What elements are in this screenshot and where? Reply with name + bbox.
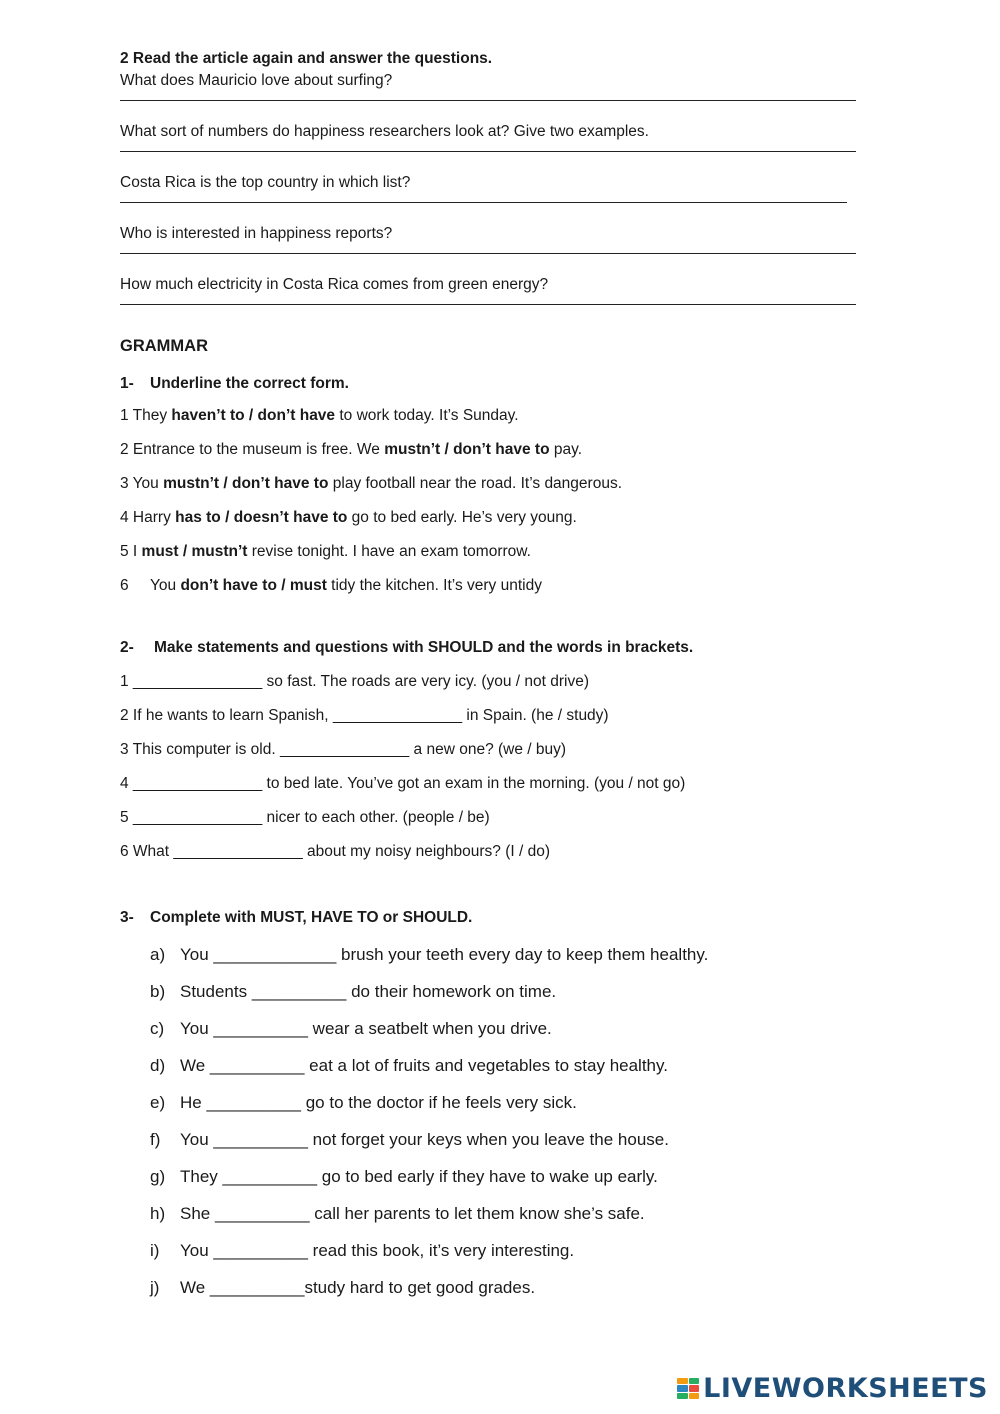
item-letter: j) <box>150 1278 160 1297</box>
item-text: 4 Harry <box>120 509 176 526</box>
exercise-1-item <box>120 507 860 529</box>
exercise-3-title <box>120 907 860 929</box>
item-options[interactable]: haven’t to / don’t have <box>171 407 336 424</box>
exercise-1-item <box>120 575 860 597</box>
exercise-3-item[interactable] <box>150 981 860 1003</box>
item-letter: c) <box>150 1019 165 1038</box>
item-letter: b) <box>150 982 166 1001</box>
item-text: pay. <box>549 441 582 458</box>
exercise-2-item[interactable]: 5 _______________ nicer to each other. (people / be) <box>120 809 490 826</box>
exercise-2-item[interactable]: 4 _______________ to bed late. You’ve got an exam in the morning. (you / not go) <box>120 775 686 792</box>
answer-line[interactable] <box>120 100 856 101</box>
answer-line[interactable] <box>120 202 847 203</box>
item-text: 2 Entrance to the museum is free. We <box>120 441 385 458</box>
exercise-3-item[interactable] <box>150 944 860 966</box>
item-letter: e) <box>150 1093 166 1112</box>
item-text: tidy the kitchen. It’s very untidy <box>326 577 542 594</box>
item-text: play football near the road. It’s dangerous. <box>328 475 622 492</box>
exercise-1-item <box>120 541 860 563</box>
item-text: 3 You <box>120 475 164 492</box>
worksheet-page <box>120 48 860 1299</box>
exercise-2-item[interactable]: 3 This computer is old. _______________ a new one? (we / buy) <box>120 741 567 758</box>
exercise-2-title <box>120 637 860 659</box>
exercise-number: 3- <box>120 909 134 926</box>
exercise-instruction: Underline the correct form. <box>150 375 349 392</box>
exercise-3-list <box>150 944 860 1299</box>
item-letter: a) <box>150 945 166 964</box>
item-text: You __________ read this book, it’s very interesting. <box>180 1241 575 1260</box>
reading-question: What sort of numbers do happiness researchers look at? Give two examples. <box>120 123 649 140</box>
item-letter: d) <box>150 1056 166 1075</box>
reading-question: How much electricity in Costa Rica comes from green energy? <box>120 276 549 293</box>
item-options[interactable]: has to / doesn’t have to <box>175 509 348 526</box>
item-text: You __________ wear a seatbelt when you drive. <box>180 1019 552 1038</box>
exercise-2-list <box>120 671 860 863</box>
exercise-2-item[interactable]: 2 If he wants to learn Spanish, _______________ in Spain. (he / study) <box>120 707 609 724</box>
item-text: She __________ call her parents to let them know she’s safe. <box>180 1204 645 1223</box>
item-text: You __________ not forget your keys when you leave the house. <box>180 1130 669 1149</box>
reading-title: 2 Read the article again and answer the questions. <box>120 50 493 67</box>
exercise-3-item[interactable] <box>150 1203 860 1225</box>
answer-line[interactable] <box>120 304 856 305</box>
exercise-instruction: Make statements and questions with SHOULD and the words in brackets. <box>154 639 694 656</box>
item-text: We __________ eat a lot of fruits and vegetables to stay healthy. <box>180 1056 668 1075</box>
item-text: revise tonight. I have an exam tomorrow. <box>247 543 531 560</box>
item-text: Students __________ do their homework on time. <box>180 982 557 1001</box>
exercise-instruction: Complete with MUST, HAVE TO or SHOULD. <box>150 909 473 926</box>
liveworksheets-logo-icon <box>677 1378 699 1400</box>
exercise-number: 1- <box>120 375 134 392</box>
answer-line[interactable] <box>120 253 856 254</box>
exercise-2-item[interactable]: 6 What _______________ about my noisy neighbours? (I / do) <box>120 843 550 860</box>
exercise-3-item[interactable] <box>150 1240 860 1262</box>
exercise-1-item <box>120 473 860 495</box>
item-options[interactable]: don’t have to / must <box>180 577 327 594</box>
exercise-3-item[interactable] <box>150 1129 860 1151</box>
exercise-1-title <box>120 373 860 395</box>
item-text: go to bed early. He’s very young. <box>347 509 577 526</box>
item-letter: i) <box>150 1241 160 1260</box>
answer-line[interactable] <box>120 151 856 152</box>
exercise-3-item[interactable] <box>150 1166 860 1188</box>
reading-question: What does Mauricio love about surfing? <box>120 72 393 89</box>
item-options[interactable]: mustn’t / don’t have to <box>384 441 550 458</box>
exercise-1-list <box>120 405 860 597</box>
item-text: We __________study hard to get good grades. <box>180 1278 536 1297</box>
item-number: 6 <box>120 577 129 594</box>
item-letter: g) <box>150 1167 166 1186</box>
liveworksheets-logo[interactable] <box>677 1373 988 1404</box>
item-text: They __________ go to bed early if they have to wake up early. <box>180 1167 658 1186</box>
item-text: He __________ go to the doctor if he feels very sick. <box>180 1093 577 1112</box>
reading-question: Who is interested in happiness reports? <box>120 225 393 242</box>
item-text: You _____________ brush your teeth every day to keep them healthy. <box>180 945 709 964</box>
grammar-heading: GRAMMAR <box>120 337 208 355</box>
item-text: 1 They <box>120 407 172 424</box>
item-letter: h) <box>150 1204 166 1223</box>
item-text: 5 I <box>120 543 142 560</box>
exercise-3-item[interactable] <box>150 1018 860 1040</box>
exercise-3-item[interactable] <box>150 1092 860 1114</box>
item-text: You <box>150 577 181 594</box>
item-options[interactable]: must / mustn’t <box>141 543 248 560</box>
exercise-number: 2- <box>120 639 134 656</box>
liveworksheets-logo-text: LIVEWORKSHEETS <box>703 1373 988 1404</box>
item-text: to work today. It’s Sunday. <box>335 407 519 424</box>
exercise-3-item[interactable] <box>150 1277 860 1299</box>
exercise-2-item[interactable]: 1 _______________ so fast. The roads are very icy. (you / not drive) <box>120 673 590 690</box>
item-letter: f) <box>150 1130 161 1149</box>
exercise-3-item[interactable] <box>150 1055 860 1077</box>
exercise-1-item <box>120 439 860 461</box>
item-options[interactable]: mustn’t / don’t have to <box>163 475 329 492</box>
reading-questions <box>120 70 860 305</box>
exercise-1-item <box>120 405 860 427</box>
reading-question: Costa Rica is the top country in which list? <box>120 174 411 191</box>
